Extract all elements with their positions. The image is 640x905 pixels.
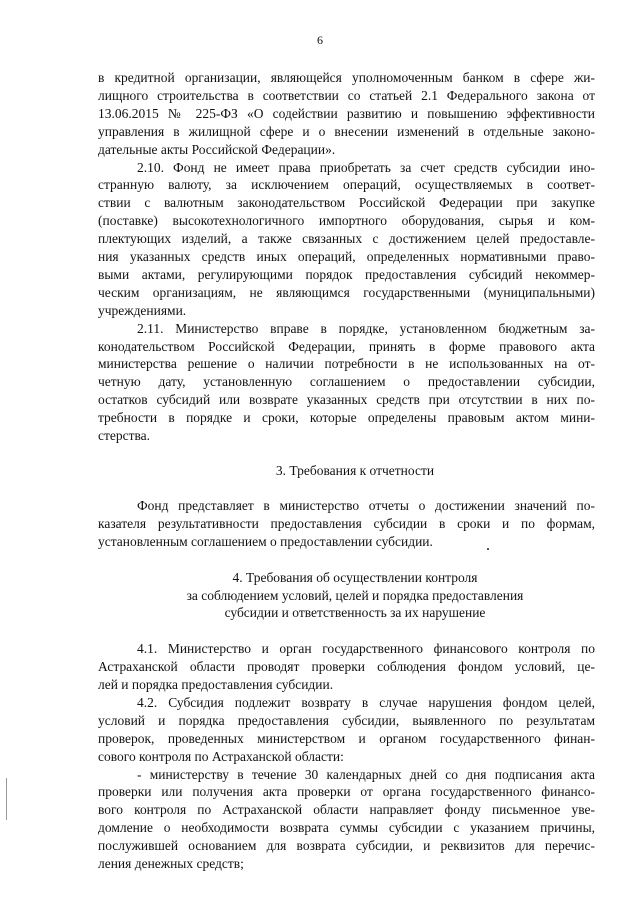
text-line: ления денежных средств; [98, 856, 244, 871]
text-line: остатков субсидий или возврате указанных средств при отсутствии в них по- [98, 392, 595, 408]
text-line: ния указанных средств иных операций, определенных нормативными право- [98, 249, 595, 264]
text-line: учреждениями. [98, 302, 187, 318]
section-3-paragraph-first-line: Фонд представляет в министерство отчеты о достижении значений по- [137, 498, 595, 513]
text-line: установленным соглашением о предоставлении субсидии. [98, 533, 433, 549]
paragraph-2-11-first-line: 2.11. Министерство вправе в порядке, установленном бюджетным за- [137, 320, 595, 336]
scan-margin-mark [6, 778, 7, 820]
section-4-heading-line-2: за соблюдением условий, целей и порядка предоставления [186, 587, 524, 603]
text-line: проверок, проведенных министерством и органом государственного финан- [98, 730, 595, 746]
text-line: (поставке) высокотехнологичного импортного оборудования, сырья и ком- [98, 213, 595, 229]
text-line: послужившей основанием для возврата субсидии, и реквизитов для перечис- [98, 838, 595, 854]
paragraph-4-2-first-line: 4.2. Субсидия подлежит возврату в случае нарушения фондом целей, [137, 694, 595, 710]
page-number: 6 [317, 33, 323, 47]
text-line: ствии с валютным законодательством Российской Федерации при закупке [98, 195, 595, 211]
text-line: вого контроля по Астраханской области направляет фонду письменное уве- [98, 802, 595, 818]
text-line: лей и порядка предоставления субсидии. [98, 677, 334, 692]
text-line: ческим организациям, не являющимся государственными (муниципальными) [98, 284, 595, 300]
scan-speck [487, 548, 489, 550]
text-line: дательные акты Российской Федерации». [98, 141, 336, 157]
text-line: министерства решение о наличии потребности в не использованных на от- [98, 356, 595, 372]
paragraph-2-10-first-line: 2.10. Фонд не имеет права приобретать за счет средств субсидии ино- [137, 159, 595, 175]
text-line: четную дату, установленную соглашением о предоставлении субсидии, [98, 374, 595, 390]
text-line: плектующих изделий, а также связанных с достижением целей предоставле- [98, 231, 595, 247]
text-line: странную валюту, за исключением операций, осуществляемых в соответ- [98, 177, 595, 193]
text-line: выми актами, регулирующими порядок предоставления субсидий некоммер- [98, 266, 595, 282]
section-4-heading-line-1: 4. Требования об осуществлении контроля [232, 569, 478, 585]
text-line: конодательством Российской Федерации, принять в форме правового акта [98, 338, 595, 354]
text-line: проверки или получения акта проверки от органа государственного финансо- [98, 784, 595, 800]
list-item-first-line: - министерству в течение 30 календарных дней со дня подписания акта [137, 766, 595, 782]
text-line: домление о необходимости возврата суммы субсидии с указанием причины, [98, 820, 595, 836]
text-line: в кредитной организации, являющейся уполномоченным банком в сфере жи- [98, 70, 595, 85]
text-line: лищного строительства в соответствии со статьей 2.1 Федерального закона от [98, 87, 595, 103]
text-line: условий и порядка предоставления субсидии, выявленного по результатам [98, 712, 595, 728]
text-line: казателя результативности предоставления субсидии в сроки и по формам, [98, 515, 595, 531]
text-line: Астраханской области проводят проверки соблюдения фондом условий, це- [98, 659, 595, 675]
section-3-heading: 3. Требования к отчетности [275, 463, 435, 478]
text-line: стерства. [98, 428, 151, 443]
text-line: требности в порядке и сроки, которые определены правовым актом мини- [98, 410, 595, 426]
paragraph-4-1-first-line: 4.1. Министерство и орган государственного финансового контроля по [137, 641, 595, 657]
text-line: управления в жилищной сфере и о внесении изменений в отдельные законо- [98, 123, 595, 139]
section-4-heading-line-3: субсидии и ответственность за их нарушение [224, 605, 486, 621]
text-line: 13.06.2015 № 225-ФЗ «О содействии развитию и повышению эффективности [98, 105, 595, 121]
text-line: сового контроля по Астраханской области: [98, 748, 344, 764]
